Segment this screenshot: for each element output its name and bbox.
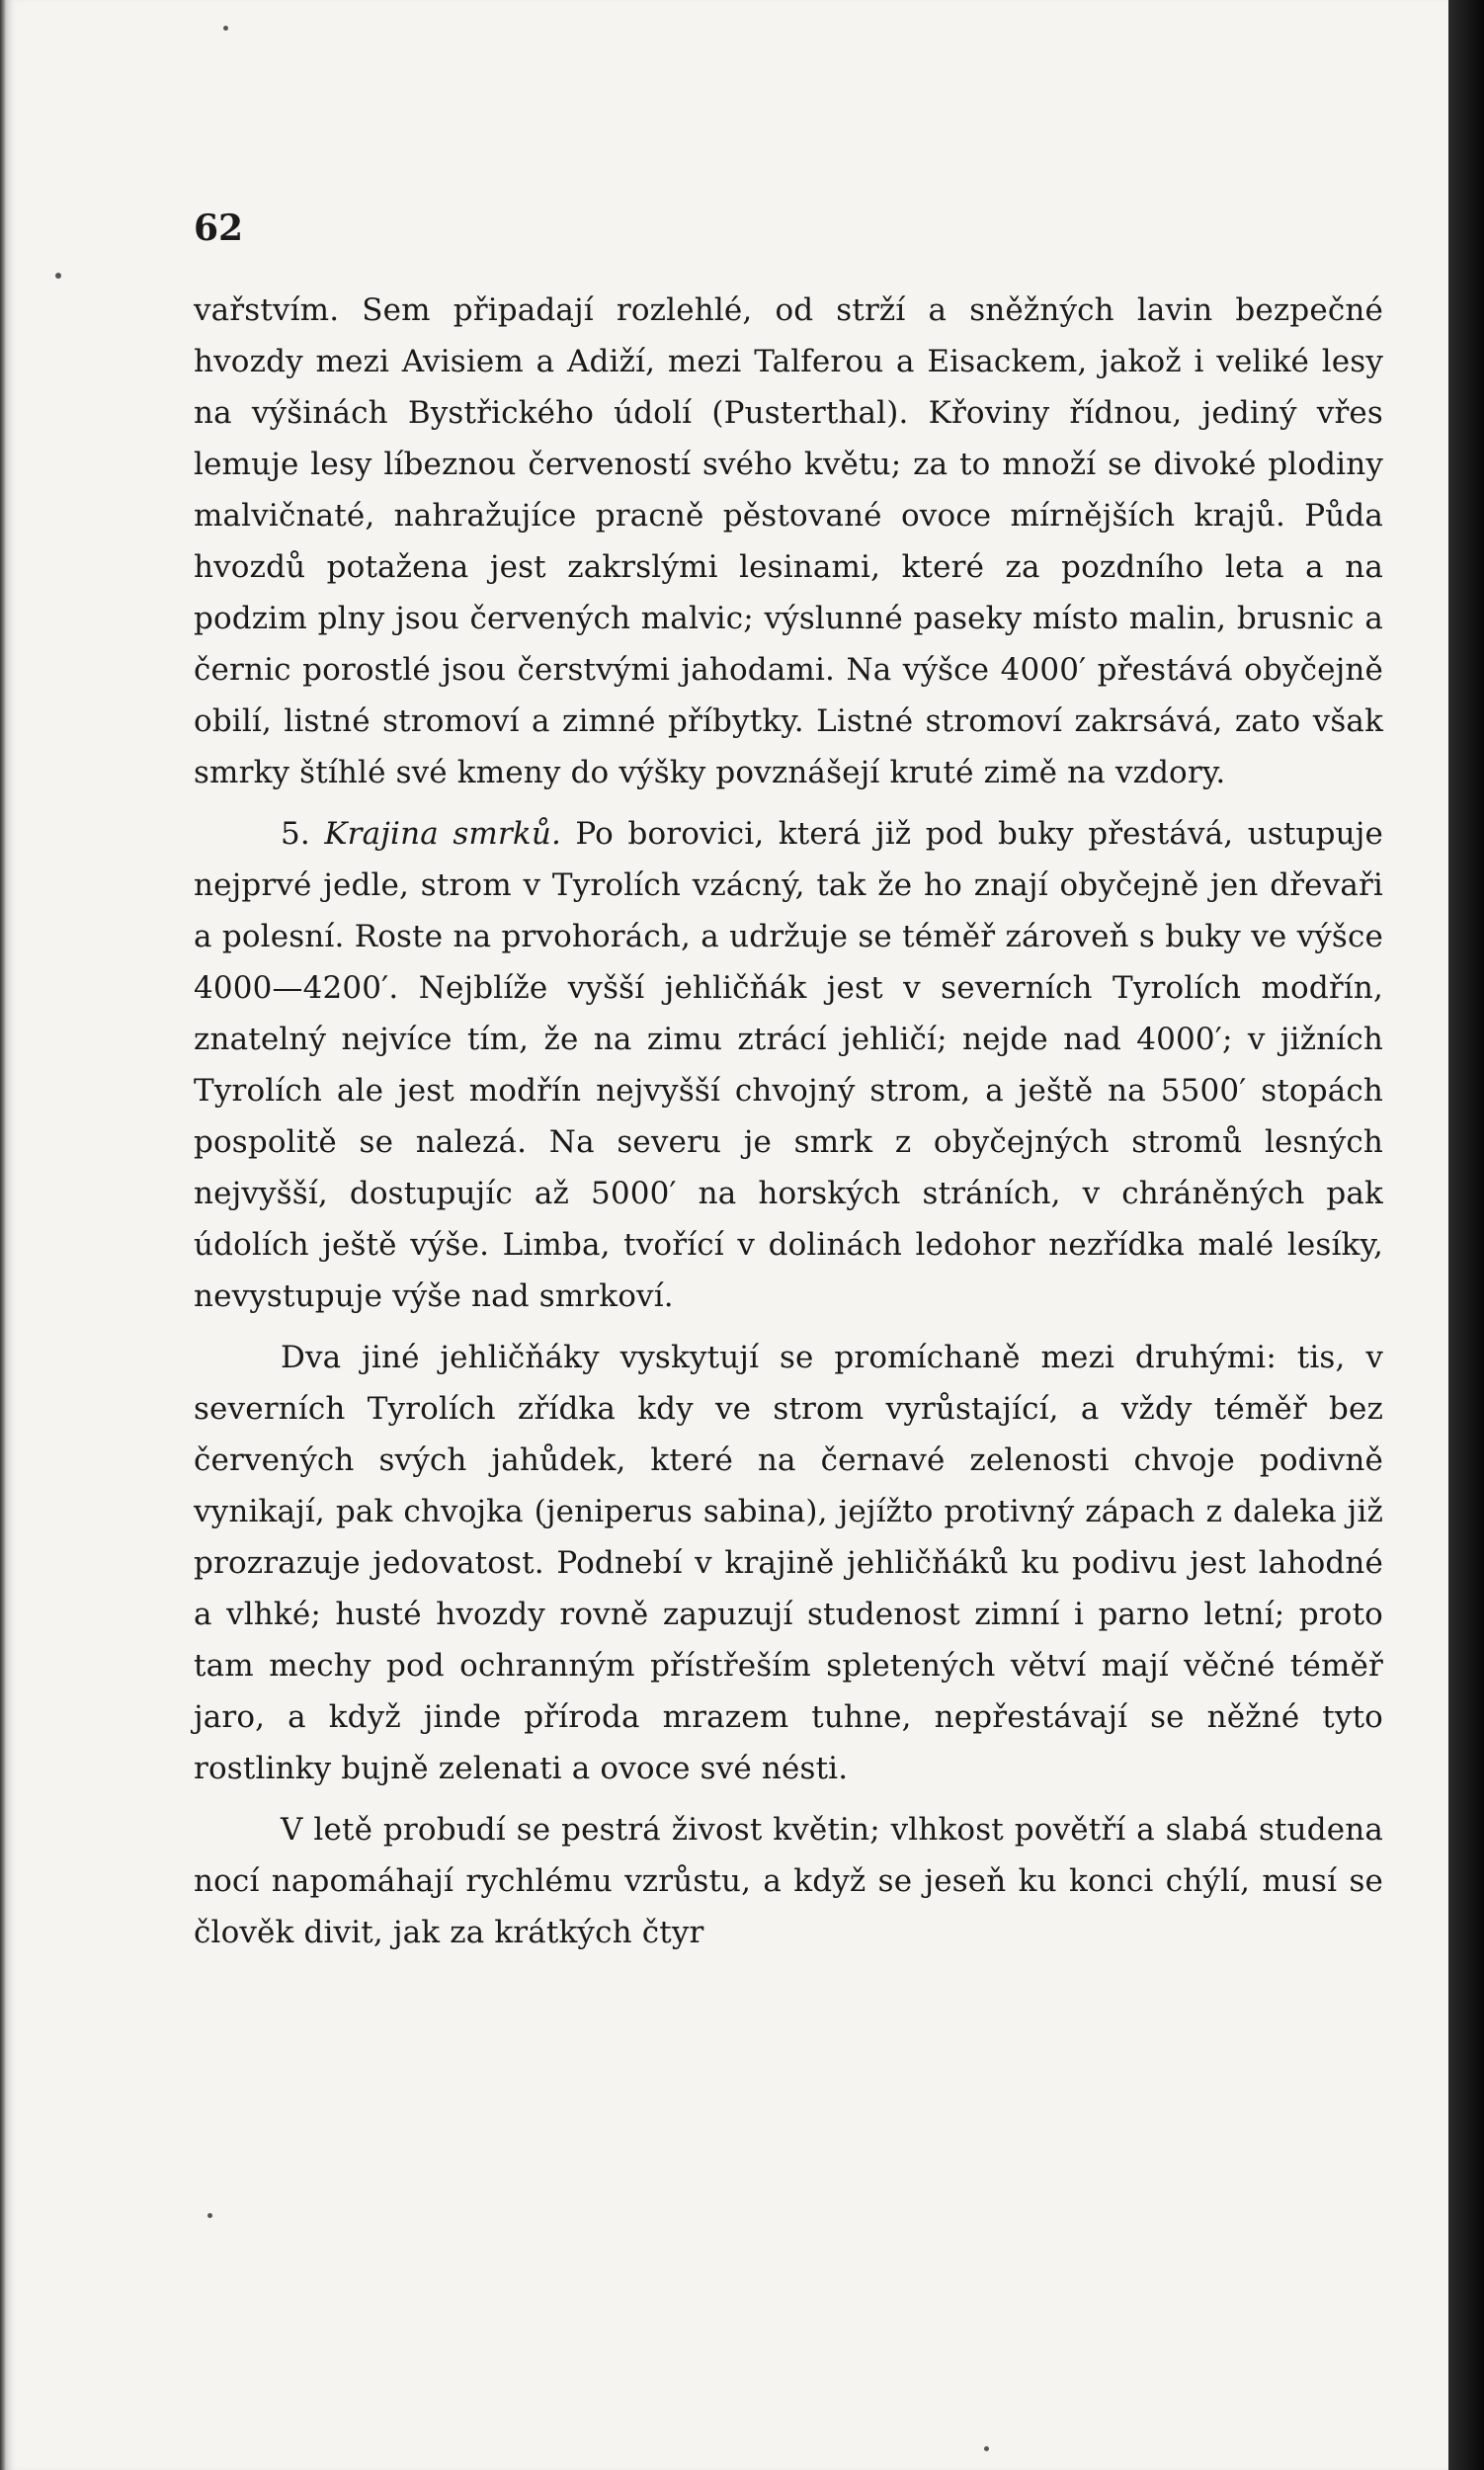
paragraph-4 — [194, 1804, 1383, 1958]
body-text — [194, 285, 1383, 1958]
paper-speck — [223, 26, 228, 31]
paragraph-1-text: vařstvím. Sem připadají rozlehlé, od strží a sněžných lavin bezpečné hvozdy mezi Avisiem a Adiží, mezi Talferou a Eisackem, jakož i veliké lesy na výšinách Bystřického údolí (Pusterthal). Křoviny řídnou, jediný vřes lemuje lesy líbeznou červeností svého květu; za to množí se divoké plodiny malvičnaté, nahražujíce pracně pěstované ovoce mírnějších krajů. Půda hvozdů potažena jest zakrslými lesinami, které za pozdního leta a na podzim plny jsou červených malvic; výslunné paseky místo malin, brusnic a černic porostlé jsou čerstvými jahodami. Na výšce 4000′ přestává obyčejně obilí, listné stromoví a zimné příbytky. Listné stromoví zakrsává, zato však smrky štíhlé své kmeny do výšky povznášejí kruté zimě na vzdory. — [194, 292, 1383, 790]
section-title: Krajina smrků. — [324, 816, 561, 852]
paper-speck — [984, 2446, 989, 2451]
paragraph-1 — [194, 285, 1383, 798]
paragraph-2-text: Po borovici, která již pod buky přestává, ustupuje nejprvé jedle, strom v Tyrolích vzácný, tak že ho znají obyčejně jen dřevaři a polesní. Roste na prvohorách, a udržuje se téměř zároveň s buky ve výšce 4000—4200′. Nejblíže vyšší jehličňák jest v severních Tyrolích modřín, znatelný nejvíce tím, že na zimu ztrácí jehličí; nejde nad 4000′; v jižních Tyrolích ale jest modřín nejvyšší chvojný strom, a ještě na 5500′ stopách pospolitě se nalezá. Na severu je smrk z obyčejných stromů lesných nejvyšší, dostupujíc až 5000′ na horských stráních, v chráněných pak údolích ještě výše. Limba, tvořící v dolinách ledohor nezřídka malé lesíky, nevystupuje výše nad smrkoví. — [194, 816, 1383, 1314]
section-number: 5. — [281, 816, 325, 852]
page-number: 62 — [194, 207, 244, 249]
paragraph-3 — [194, 1332, 1383, 1794]
paragraph-4-text: V letě probudí se pestrá živost květin; vlhkost povětří a slabá studena nocí napomáhají rychlému vzrůstu, a když se jeseň ku konci chýlí, musí se člověk divit, jak za krátkých čtyr — [194, 1812, 1383, 1950]
paragraph-2 — [194, 808, 1383, 1322]
paragraph-3-text: Dva jiné jehličňáky vyskytují se promíchaně mezi druhými: tis, v severních Tyrolích zřídka kdy ve strom vyrůstající, a vždy téměř bez červených svých jahůdek, které na černavé zelenosti chvoje podivně vynikají, pak chvojka (jeniperus sabina), jejížto protivný zápach z daleka již prozrazuje jedovatost. Podnebí v krajině jehličňáků ku podivu jest lahodné a vlhké; husté hvozdy rovně zapuzují studenost zimní i parno letní; proto tam mechy pod ochranným přístřeším spletených větví mají věčné téměř jaro, a když jinde příroda mrazem tuhne, nepřestávají se něžné tyto rostlinky bujně zelenati a ovoce své nésti. — [194, 1340, 1383, 1786]
paper-speck — [55, 273, 61, 279]
page-edge — [1448, 0, 1484, 2470]
paper-speck — [207, 2213, 212, 2218]
